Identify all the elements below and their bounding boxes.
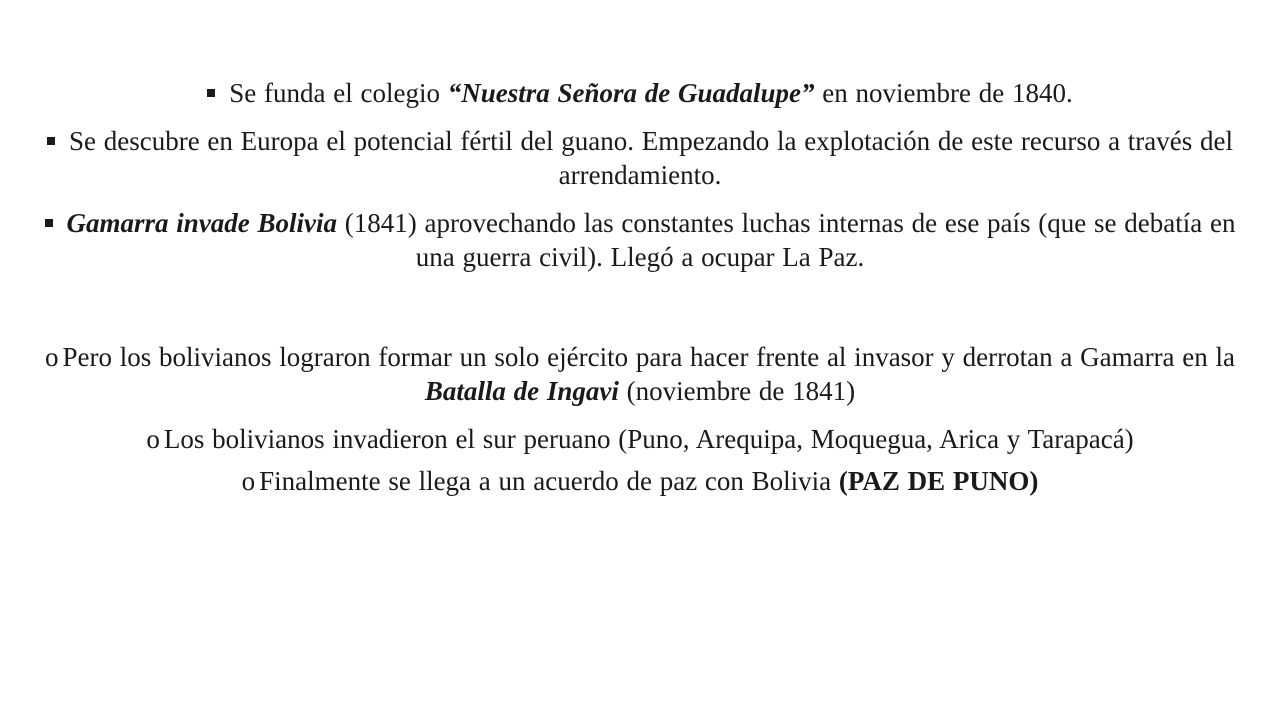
square-bullet-icon bbox=[207, 89, 215, 97]
square-bullet-icon bbox=[45, 219, 53, 227]
bullet-text: (1841) aprovechando las constantes luchas internas de ese país (que se debatía en una guerra civil). Llegó a ocupar La Paz. bbox=[337, 208, 1236, 272]
circle-bullet-icon: o bbox=[241, 466, 256, 496]
bullet-gamarra-invade bbox=[30, 206, 1250, 274]
bullet-text: en noviembre de 1840. bbox=[814, 78, 1073, 108]
sub-bullet-invasion-sur bbox=[30, 422, 1250, 456]
sub-bullet-text: (noviembre de 1841) bbox=[618, 376, 856, 406]
square-bullet-icon bbox=[47, 137, 55, 145]
bullet-text: Se descubre en Europa el potencial fértil del guano. Empezando la explotación de este recurso a través del arrendamiento. bbox=[68, 126, 1234, 190]
sub-bullet-paz-de-puno bbox=[30, 464, 1250, 498]
sub-bullet-strong: (PAZ DE PUNO) bbox=[838, 466, 1039, 496]
bullet-emphasis: Gamarra invade Bolivia bbox=[66, 208, 338, 238]
sub-bullet-text: Finalmente se llega a un acuerdo de paz con Bolivia bbox=[259, 466, 839, 496]
sub-bullet-text: Pero los bolivianos lograron formar un solo ejército para hacer frente al invasor y derrotan a Gamarra en la bbox=[62, 342, 1236, 372]
sub-bullet-ingavi bbox=[30, 340, 1250, 408]
bullet-text: Se funda el colegio bbox=[229, 78, 448, 108]
sub-bullet-emphasis: Batalla de Ingavi bbox=[424, 376, 619, 406]
bullet-emphasis: “Nuestra Señora de Guadalupe” bbox=[447, 78, 815, 108]
circle-bullet-icon: o bbox=[44, 342, 59, 372]
sub-bullet-text: Los bolivianos invadieron el sur peruano (Puno, Arequipa, Moquegua, Arica y Tarapacá) bbox=[163, 424, 1134, 454]
bullet-colegio-guadalupe bbox=[30, 76, 1250, 110]
circle-bullet-icon: o bbox=[146, 424, 160, 454]
bullet-guano bbox=[30, 124, 1250, 192]
